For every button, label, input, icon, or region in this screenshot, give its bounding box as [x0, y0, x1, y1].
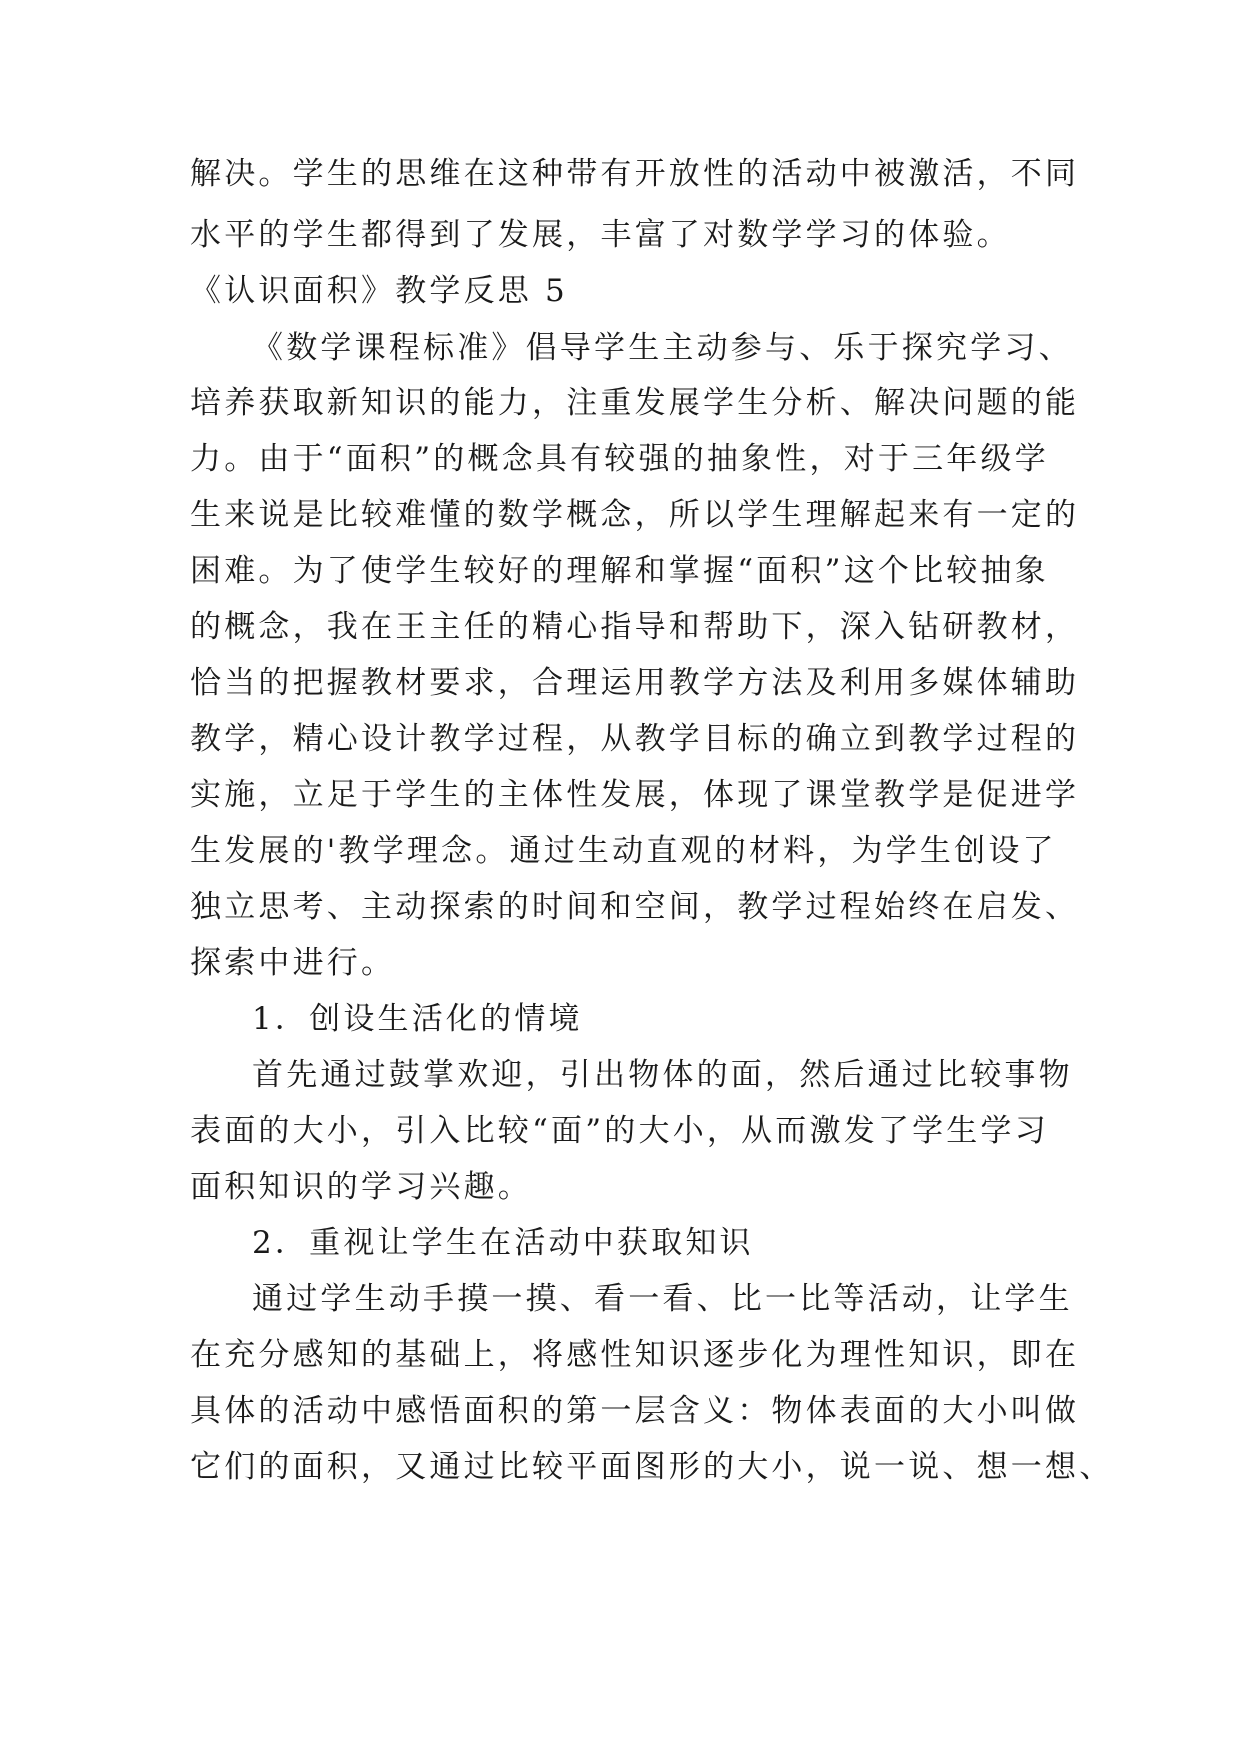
paragraph-line: 表面的大小，引入比较“面”的大小，从而激发了学生学习	[190, 1113, 1049, 1149]
paragraph-line: 培养获取新知识的能力，注重发展学生分析、解决问题的能	[190, 385, 1080, 421]
paragraph-line: 它们的面积，又通过比较平面图形的大小，说一说、想一想、	[190, 1449, 1114, 1485]
paragraph-line: 实施，立足于学生的主体性发展，体现了课堂教学是促进学	[190, 777, 1080, 813]
paragraph-line: 水平的学生都得到了发展，丰富了对数学学习的体验。	[190, 217, 1011, 253]
paragraph-line: 困难。为了使学生较好的理解和掌握“面积”这个比较抽象	[190, 553, 1049, 589]
paragraph-line: 力。由于“面积”的概念具有较强的抽象性，对于三年级学	[190, 441, 1049, 477]
paragraph-line: 面积知识的学习兴趣。	[190, 1169, 532, 1205]
paragraph-line: 通过学生动手摸一摸、看一看、比一比等活动，让学生	[252, 1281, 1073, 1317]
paragraph-line: 生来说是比较难懂的数学概念，所以学生理解起来有一定的	[190, 497, 1080, 533]
paragraph-line: 首先通过鼓掌欢迎，引出物体的面，然后通过比较事物	[252, 1057, 1073, 1093]
paragraph-line: 恰当的把握教材要求，合理运用教学方法及利用多媒体辅助	[190, 665, 1080, 701]
numbered-heading: 2．重视让学生在活动中获取知识	[252, 1225, 754, 1261]
numbered-heading: 1．创设生活化的情境	[252, 1001, 583, 1037]
paragraph-line: 《数学课程标准》倡导学生主动参与、乐于探究学习、	[252, 330, 1073, 366]
paragraph-line: 教学，精心设计教学过程，从教学目标的确立到教学过程的	[190, 721, 1080, 757]
paragraph-line: 生发展的'教学理念。通过生动直观的材料，为学生创设了	[190, 833, 1057, 869]
section-heading: 《认识面积》教学反思 5	[190, 273, 568, 309]
paragraph-line: 具体的活动中感悟面积的第一层含义：物体表面的大小叫做	[190, 1393, 1080, 1429]
paragraph-line: 在充分感知的基础上，将感性知识逐步化为理性知识，即在	[190, 1337, 1080, 1373]
paragraph-line: 的概念，我在王主任的精心指导和帮助下，深入钻研教材，	[190, 609, 1080, 645]
paragraph-line: 独立思考、主动探索的时间和空间，教学过程始终在启发、	[190, 889, 1080, 925]
paragraph-line: 探索中进行。	[190, 945, 396, 981]
paragraph-line: 解决。学生的思维在这种带有开放性的活动中被激活，不同	[190, 156, 1080, 192]
